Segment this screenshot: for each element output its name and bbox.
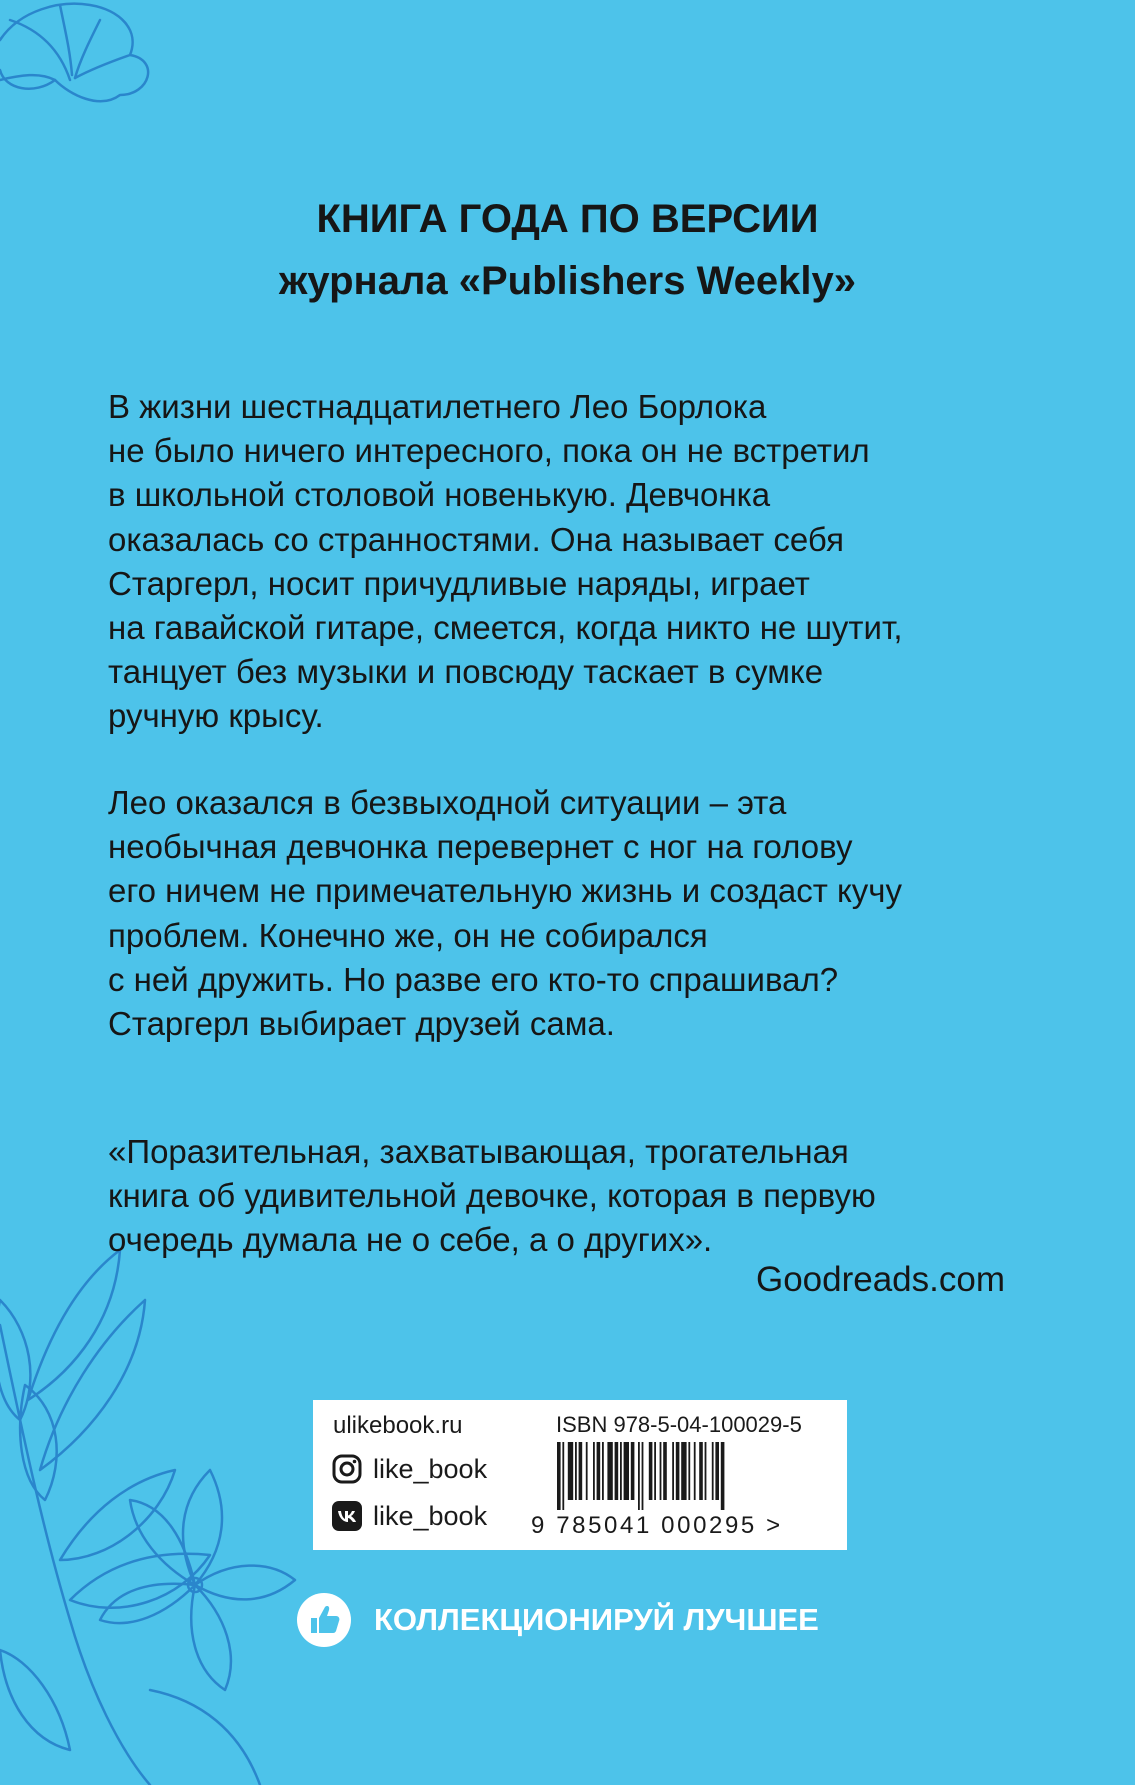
quote-line: «Поразительная, захватывающая, трогательная [108, 1133, 849, 1170]
barcode-digits: 9 785041 000295 > [531, 1512, 783, 1539]
headline [0, 188, 1135, 312]
headline-line-2: журнала «Publishers Weekly» [279, 259, 856, 303]
barcode-bar [575, 1442, 577, 1500]
text-line: Лео оказался в безвыходной ситуации – эта [108, 784, 787, 821]
instagram-link[interactable] [331, 1452, 487, 1486]
text-line: проблем. Конечно же, он не собирался [108, 916, 708, 954]
text-line: Старгерл, носит причудливые наряды, играет [108, 564, 810, 602]
barcode-bar [654, 1442, 656, 1500]
quote-line: книга об удивительной девочке, которая в первую [108, 1177, 876, 1215]
barcode-bar [721, 1442, 725, 1510]
barcode-bar [663, 1442, 667, 1500]
synopsis-paragraph-1 [108, 385, 1048, 739]
vk-handle: like_book [373, 1500, 488, 1531]
text-line: танцует без музыки и повсюду таскает в сумке [108, 653, 824, 691]
barcode-bar [715, 1442, 719, 1500]
barcode-bar [672, 1442, 674, 1500]
barcode-bar [705, 1442, 707, 1500]
slogan-text: КОЛЛЕКЦИОНИРУЙ ЛУЧШЕЕ [374, 1602, 819, 1637]
barcode-bar [602, 1442, 604, 1500]
instagram-icon [331, 1453, 363, 1485]
isbn-text: ISBN 978-5-04-100029-5 [556, 1412, 802, 1437]
barcode-bar [597, 1442, 601, 1500]
barcode-bar [638, 1442, 640, 1510]
barcode-bar [607, 1442, 612, 1500]
barcode-bar [660, 1442, 662, 1500]
barcode-bar [631, 1442, 635, 1500]
barcode-bar [688, 1442, 690, 1500]
barcode-bar [712, 1442, 714, 1500]
website-link[interactable]: ulikebook.ru [333, 1412, 463, 1439]
barcode-bar [562, 1442, 564, 1510]
vk-link[interactable] [331, 1499, 487, 1533]
text-line: Старгерл выбирает друзей сама. [108, 1005, 615, 1043]
barcode-bar [699, 1442, 703, 1500]
barcode-bar [579, 1442, 583, 1500]
barcode-bar [649, 1442, 653, 1500]
barcode-bar [620, 1442, 622, 1500]
barcode-bar [557, 1442, 561, 1510]
text-line: В жизни шестнадцатилетнего Лео Борлока [108, 388, 767, 425]
barcode-bar [586, 1442, 588, 1500]
barcode-bar [694, 1442, 696, 1500]
barcode-bar [676, 1442, 680, 1500]
text-line: не было ничего интересного, пока он не встретил [108, 432, 870, 470]
synopsis-paragraph-2 [108, 781, 1048, 1046]
text-line: оказалась со странностями. Она называет себя [108, 520, 844, 558]
quote-source: Goodreads.com [755, 1260, 1005, 1299]
barcode-bar [593, 1442, 595, 1500]
quote-line: очередь думала не о себе, а о других». [108, 1221, 713, 1259]
review-quote [108, 1130, 1048, 1263]
text-line: с ней дружить. Но разве его кто-то спрашивал? [108, 960, 839, 998]
thumbs-up-icon [296, 1592, 352, 1648]
publisher-info-box [313, 1400, 847, 1550]
barcode-bar [642, 1442, 644, 1510]
headline-line-1: КНИГА ГОДА ПО ВЕРСИИ [316, 197, 819, 241]
barcode-bar [615, 1442, 619, 1500]
text-line: необычная девчонка перевернет с ног на голову [108, 828, 853, 866]
barcode-bar [681, 1442, 686, 1500]
barcode-bar [568, 1442, 573, 1500]
barcode [555, 1442, 825, 1510]
vk-icon [331, 1500, 363, 1532]
text-line: ручную крысу. [108, 697, 324, 735]
text-line: его ничем не примечательную жизнь и создаст кучу [108, 872, 902, 910]
text-line: на гавайской гитаре, смеется, когда никто не шутит, [108, 609, 903, 647]
text-line: в школьной столовой новенькую. Девчонка [108, 476, 771, 514]
slogan-row [296, 1592, 819, 1648]
instagram-handle: like_book [373, 1453, 488, 1484]
barcode-bar [624, 1442, 629, 1500]
